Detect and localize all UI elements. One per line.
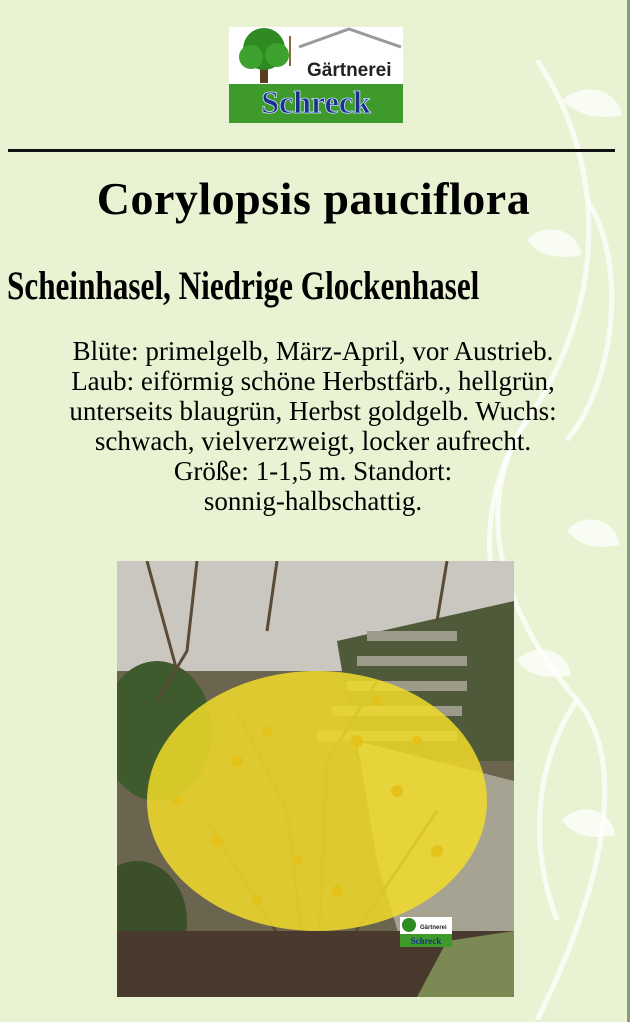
description-line: unterseits blaugrün, Herbst goldgelb. Wuchs:	[69, 396, 557, 426]
description-line: Größe: 1-1,5 m. Standort:	[173, 456, 453, 486]
common-name: Scheinhasel, Niedrige Glockenhasel	[7, 263, 480, 308]
description-line: Laub: eiförmig schöne Herbstfärb., hellgrün,	[71, 366, 555, 396]
header-divider	[8, 149, 615, 152]
photo-watermark-logo	[400, 917, 452, 947]
description-line: Blüte: primelgelb, März-April, vor Austrieb.	[72, 336, 554, 366]
plant-photo	[117, 561, 514, 997]
logo-text-schreck: Schreck	[261, 84, 371, 120]
gaertnerei-schreck-logo	[229, 27, 403, 123]
watermark-text-gaertnerei: Gärtnerei	[420, 925, 447, 931]
logo-text-gaertnerei: Gärtnerei	[307, 60, 392, 81]
watermark-text-schreck: Schreck	[410, 936, 442, 946]
description-line: schwach, vielverzweigt, locker aufrecht.	[94, 426, 532, 456]
plant-description	[8, 336, 618, 516]
description-line: sonnig-halbschattig.	[203, 486, 423, 516]
botanical-name: Corylopsis pauciflora	[96, 173, 531, 224]
